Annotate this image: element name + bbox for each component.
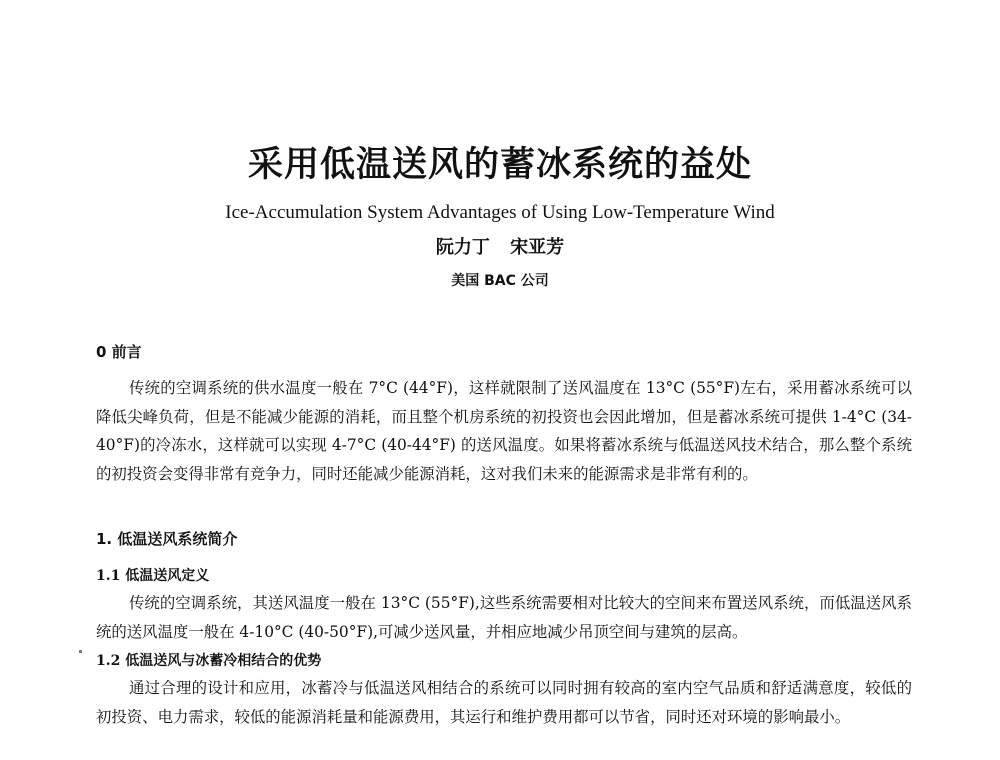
subsection-heading-1-2: 1.2 低温送风与冰蓄冷相结合的优势 (96, 653, 322, 669)
section-0-paragraph: 传统的空调系统的供水温度一般在 7°C (44°F)，这样就限制了送风温度在 13°C (55°F)左右，采用蓄冰系统可以降低尖峰负荷，但是不能减少能源的消耗，而且整个机房系统的初投资也会因此增加，但是蓄冰系统可提供 1-4°C (34-40°F)的冷冻水，这样就可以实现 4-7°C (40-44°F) 的送风温度。如果将蓄冰系统与低温送风技术结合，那么整个系统的初投资会变得非常有竞争力，同时还能减少能源消耗，这对我们未来的能源需求是非常有利的。 (96, 379, 912, 483)
subsection-1-1-paragraph: 传统的空调系统，其送风温度一般在 13°C (55°F),这些系统需要相对比较大的空间来布置送风系统，而低温送风系统的送风温度一般在 4-10°C (40-50°F),可减少送风量，并相应地减少吊顶空间与建筑的层高。 (96, 594, 912, 641)
english-subtitle: Ice-Accumulation System Advantages of Using Low-Temperature Wind (225, 202, 775, 223)
section-heading-1: 1. 低温送风系统简介 (96, 530, 238, 548)
margin-mark (79, 650, 82, 653)
subsection-heading-1-1: 1.1 低温送风定义 (96, 568, 210, 584)
affiliation: 美国 BAC 公司 (451, 273, 549, 289)
subsection-1-2-paragraph: 通过合理的设计和应用，冰蓄冷与低温送风相结合的系统可以同时拥有较高的室内空气品质和舒适满意度，较低的初投资、电力需求，较低的能源消耗量和能源费用，其运行和维护费用都可以节省，同时还对环境的影响最小。 (96, 679, 912, 726)
section-heading-0: 0 前言 (96, 343, 142, 361)
authors: 阮力丁 宋亚芳 (435, 237, 565, 258)
paper-title: 采用低温送风的蓄冰系统的益处 (247, 145, 752, 185)
